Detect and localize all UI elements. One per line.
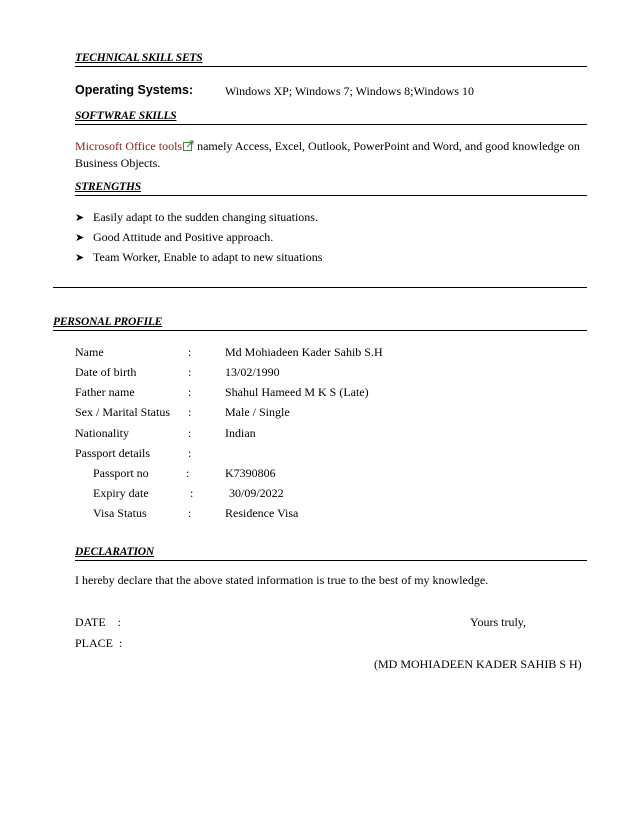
place-label: PLACE :	[75, 636, 123, 650]
profile-label-name: Name	[75, 345, 104, 359]
strength-text: Easily adapt to the sudden changing situations.	[93, 210, 318, 224]
software-skills-rest: namely Access, Excel, Outlook, PowerPoint and Word, and good knowledge on	[194, 139, 580, 153]
profile-value-name: Md Mohiadeen Kader Sahib S.H	[225, 345, 383, 359]
date-label: DATE :	[75, 615, 121, 629]
personal-profile-heading: PERSONAL PROFILE	[53, 316, 163, 328]
section-divider	[75, 195, 587, 196]
os-value: Windows XP; Windows 7; Windows 8;Windows 10	[225, 84, 474, 98]
signature-name: (MD MOHIADEEN KADER SAHIB S H)	[374, 657, 582, 671]
arrow-bullet-icon: ➤	[75, 212, 85, 224]
os-label: Operating Systems:	[75, 83, 194, 97]
profile-colon: :	[186, 466, 190, 480]
section-divider	[75, 66, 587, 67]
profile-value-visa: Residence Visa	[225, 506, 299, 520]
profile-colon: :	[188, 365, 192, 379]
strength-item	[75, 230, 273, 245]
profile-value-expiry: 30/09/2022	[229, 486, 284, 500]
profile-value-father: Shahul Hameed M K S (Late)	[225, 385, 369, 399]
section-divider	[53, 287, 587, 288]
declaration-heading: DECLARATION	[75, 546, 154, 558]
profile-value-nationality: Indian	[225, 426, 256, 440]
profile-label-visa: Visa Status	[93, 506, 147, 520]
profile-colon: :	[188, 446, 192, 460]
profile-colon: :	[188, 506, 192, 520]
profile-label-passport-details: Passport details	[75, 446, 150, 460]
profile-label-passport-no: Passport no	[93, 466, 149, 480]
strength-text: Team Worker, Enable to adapt to new situations	[93, 250, 323, 264]
section-divider	[75, 124, 587, 125]
declaration-text: I hereby declare that the above stated information is true to the best of my knowledge.	[75, 573, 489, 587]
profile-value-passport-no: K7390806	[225, 466, 276, 480]
profile-colon: :	[188, 426, 192, 440]
profile-label-dob: Date of birth	[75, 365, 137, 379]
profile-label-expiry: Expiry date	[93, 486, 149, 500]
external-link-icon[interactable]	[183, 140, 194, 155]
closing-text: Yours truly,	[470, 615, 527, 629]
strength-item	[75, 250, 322, 265]
arrow-bullet-icon: ➤	[75, 252, 85, 264]
software-skills-heading: SOFTWRAE SKILLS	[75, 110, 177, 122]
section-divider	[75, 560, 587, 561]
strength-text: Good Attitude and Positive approach.	[93, 230, 274, 244]
profile-label-nationality: Nationality	[75, 426, 129, 440]
profile-label-father: Father name	[75, 385, 135, 399]
software-skills-line1	[75, 139, 587, 155]
strength-item	[75, 210, 318, 225]
profile-label-sex-marital: Sex / Marital Status	[75, 405, 170, 419]
strengths-heading: STRENGTHS	[75, 181, 141, 193]
software-skills-line2: Business Objects.	[75, 156, 161, 170]
profile-colon: :	[188, 345, 192, 359]
profile-colon: :	[188, 405, 192, 419]
technical-skills-heading: TECHNICAL SKILL SETS	[75, 52, 203, 64]
profile-value-sex-marital: Male / Single	[225, 405, 290, 419]
section-divider	[53, 330, 587, 331]
profile-colon: :	[190, 486, 194, 500]
profile-value-dob: 13/02/1990	[225, 365, 280, 379]
arrow-bullet-icon: ➤	[75, 232, 85, 244]
ms-office-link[interactable]: Microsoft Office tools	[75, 139, 183, 153]
profile-colon: :	[188, 385, 192, 399]
